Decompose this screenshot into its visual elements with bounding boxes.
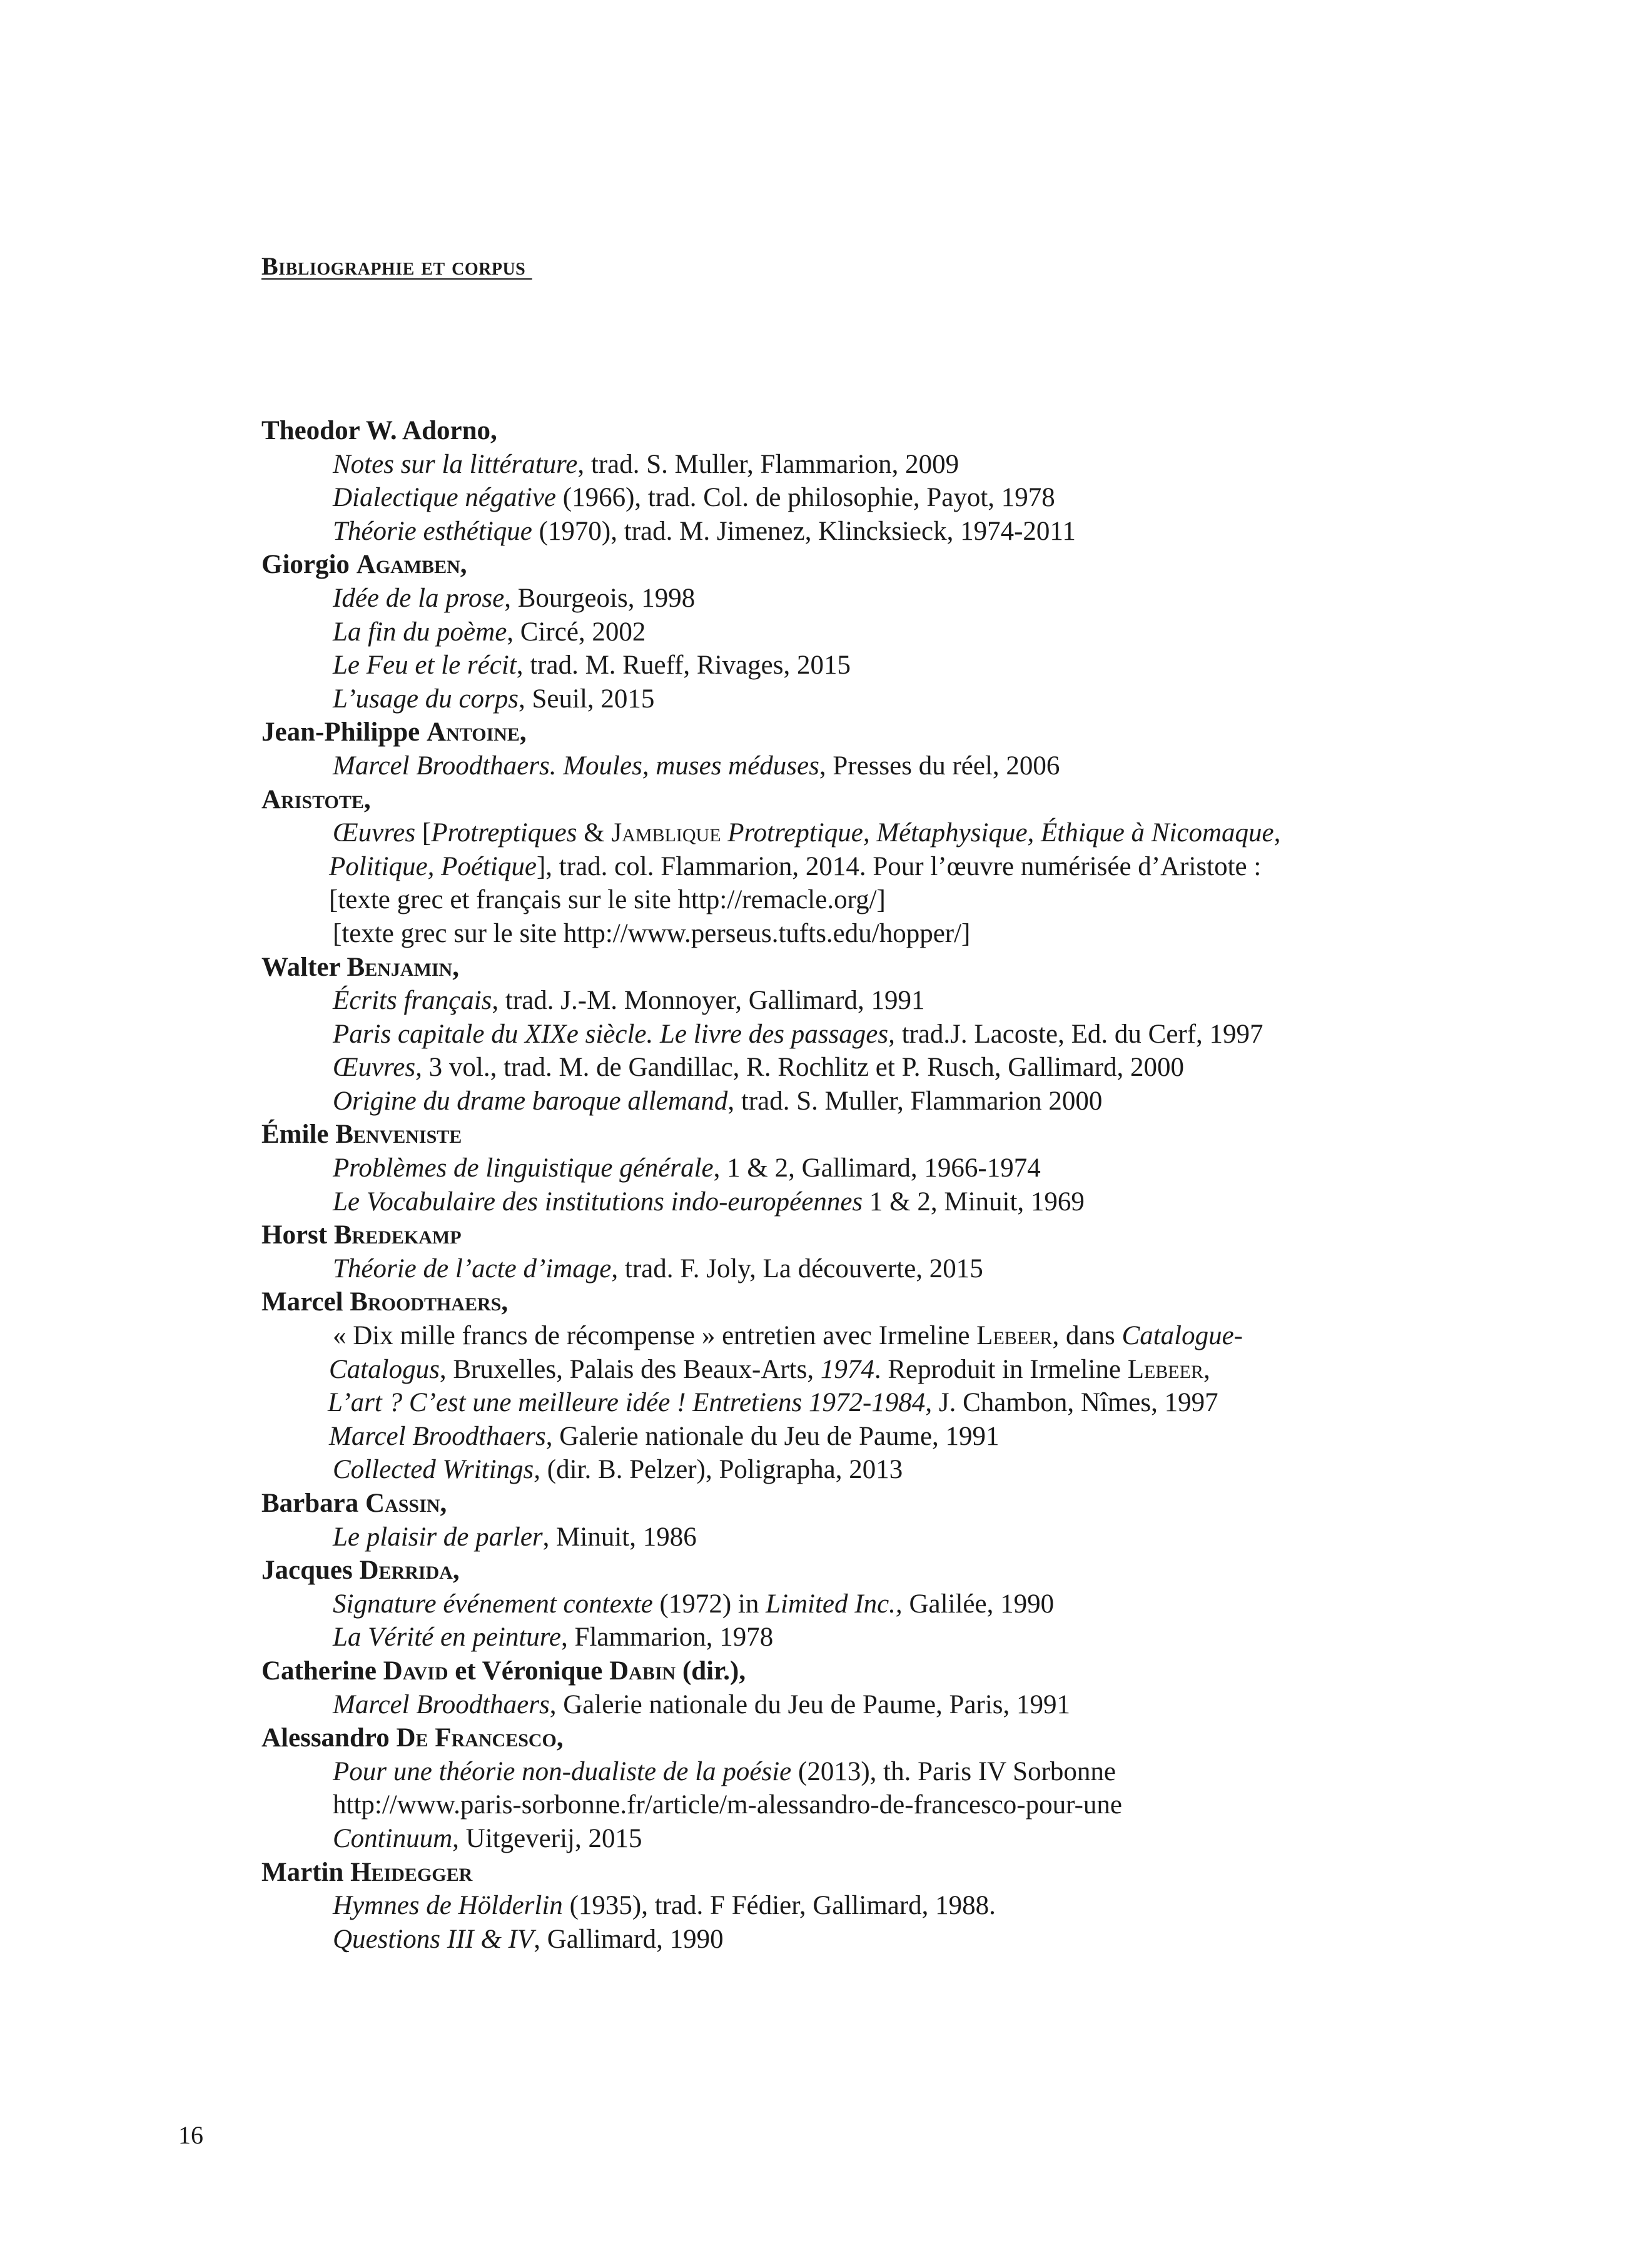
author-heidegger <box>261 1856 1387 1890</box>
work-title: Collected Writings, <box>333 1455 541 1485</box>
author-antoine <box>261 716 1387 749</box>
author-aristote <box>261 783 1387 817</box>
work-title: Marcel Broodthaers. Moules, muses méduses <box>333 751 819 781</box>
author-first-name: Émile <box>261 1120 336 1150</box>
work-details: [texte grec et français sur le site http://remacle.org/] <box>329 885 886 915</box>
work-title: La fin du poème <box>333 617 507 647</box>
author-name-inline: Lebeer <box>1127 1354 1203 1384</box>
work-details: [ <box>415 818 432 848</box>
work-title: Signature événement contexte <box>333 1589 653 1619</box>
author-agamben <box>261 548 1387 582</box>
work-details: , dans <box>1052 1321 1122 1351</box>
work-details: (2013), th. Paris IV Sorbonne <box>791 1756 1116 1786</box>
author-cassin <box>261 1487 1387 1521</box>
work-title: Œuvres <box>333 818 416 848</box>
work-title: Hymnes de Hölderlin <box>333 1891 563 1921</box>
author-last-name: David <box>383 1656 448 1686</box>
work-title: Le plaisir de parler <box>333 1522 543 1552</box>
work-details: , 1 & 2, Gallimard, 1966-1974 <box>713 1153 1041 1183</box>
work-title: Protreptique, Métaphysique, Éthique à Nicomaque, <box>721 818 1281 848</box>
work-item <box>261 749 1387 783</box>
work-item <box>261 1353 1387 1387</box>
work-details: , Bruxelles, Palais des Beaux-Arts, <box>439 1354 821 1384</box>
work-title: Marcel Broodthaers <box>333 1689 550 1719</box>
author-first-name: Jacques <box>261 1556 360 1586</box>
work-item <box>261 1453 1387 1487</box>
author-first-name: Catherine <box>261 1656 383 1686</box>
author-last-name: Derrida, <box>359 1556 460 1586</box>
work-item <box>261 1889 1387 1923</box>
author-first-name: Barbara <box>261 1489 366 1518</box>
author-de-francesco <box>261 1721 1387 1755</box>
work-title: Catalogue- <box>1121 1321 1243 1351</box>
work-item <box>261 682 1387 716</box>
work-details: (1966), trad. Col. de philosophie, Payot, 1978 <box>556 483 1055 513</box>
work-item <box>261 1386 1387 1420</box>
work-details: , trad. F. Joly, La découverte, 2015 <box>611 1253 983 1283</box>
work-item <box>261 1822 1387 1856</box>
author-joiner: et Véronique <box>448 1656 610 1686</box>
author-first-name: Marcel <box>261 1287 350 1317</box>
author-benveniste <box>261 1118 1387 1152</box>
work-item <box>261 582 1387 615</box>
work-details: , Flammarion, 1978 <box>561 1623 774 1653</box>
work-item <box>261 1587 1387 1621</box>
author-first-name: Horst <box>261 1220 334 1250</box>
author-first-name: Alessandro <box>261 1723 397 1753</box>
work-details: , trad. J.-M. Monnoyer, Gallimard, 1991 <box>492 986 925 1016</box>
work-item <box>261 481 1387 515</box>
work-title: Pour une théorie non-dualiste de la poésie <box>333 1756 792 1786</box>
author-last-name: Antoine, <box>427 717 527 747</box>
work-title: Le Vocabulaire des institutions indo-européennes <box>333 1187 863 1217</box>
work-title: L’art ? C’est une meilleure idée ! Entretiens 1972-1984 <box>328 1388 926 1418</box>
work-title: Limited Inc., <box>766 1589 903 1619</box>
work-item <box>261 1521 1387 1554</box>
author-last-name: Aristote, <box>261 784 371 814</box>
work-details: 3 vol., trad. M. de Gandillac, R. Rochlitz et P. Rusch, Gallimard, 2000 <box>422 1053 1185 1083</box>
work-details: , trad. S. Muller, Flammarion, 2009 <box>577 449 959 479</box>
work-title: Dialectique négative <box>333 483 556 513</box>
page-heading: Bibliographie et corpus <box>261 252 532 280</box>
work-item <box>261 515 1387 549</box>
author-last-name: De Francesco, <box>396 1723 564 1753</box>
work-title: L’usage du corps <box>333 684 519 714</box>
work-title: Catalogus <box>329 1354 440 1384</box>
author-role: (dir.), <box>676 1656 746 1686</box>
author-last-name: Benveniste <box>335 1120 462 1150</box>
author-name-inline: Lebeer <box>976 1321 1053 1351</box>
work-title: Questions III & IV <box>333 1924 534 1954</box>
work-details: (dir. B. Pelzer), Poligrapha, 2013 <box>540 1455 903 1485</box>
author-bredekamp <box>261 1218 1387 1252</box>
work-details: 1 & 2, Minuit, 1969 <box>863 1187 1085 1217</box>
work-details: , trad. M. Rueff, Rivages, 2015 <box>516 651 851 681</box>
work-details: trad.J. Lacoste, Ed. du Cerf, 1997 <box>894 1019 1263 1049</box>
work-details: , Galerie nationale du Jeu de Paume, 1991 <box>545 1421 1000 1451</box>
work-details: , Uitgeverij, 2015 <box>452 1823 642 1853</box>
work-item <box>261 1788 1387 1822</box>
work-title: La Vérité en peinture <box>333 1623 562 1653</box>
work-details: , Minuit, 1986 <box>542 1522 697 1552</box>
work-title: Théorie esthétique <box>333 516 532 546</box>
work-title: Politique, Poétique <box>329 851 537 881</box>
work-item <box>261 984 1387 1018</box>
author-last-name: Benjamin, <box>347 952 459 982</box>
work-item <box>261 1252 1387 1286</box>
work-item <box>261 816 1387 850</box>
work-details: , Galerie nationale du Jeu de Paume, Paris, 1991 <box>549 1689 1071 1719</box>
author-last-name: Broodthaers, <box>350 1287 509 1317</box>
work-details: & <box>577 818 612 848</box>
work-details: , Seuil, 2015 <box>519 684 655 714</box>
work-title: Théorie de l’acte d’image <box>333 1253 612 1283</box>
author-first-name: Walter <box>261 952 347 982</box>
work-item <box>261 1755 1387 1789</box>
work-url: http://www.paris-sorbonne.fr/article/m-alessandro-de-francesco-pour-une <box>333 1790 1122 1820</box>
work-title: Œuvres, <box>333 1053 422 1083</box>
author-benjamin <box>261 951 1387 985</box>
work-item <box>261 1185 1387 1219</box>
author-first-name: Theodor W. Adorno, <box>261 416 497 445</box>
work-title: Le Feu et le récit <box>333 651 517 681</box>
author-broodthaers <box>261 1285 1387 1319</box>
work-item <box>261 649 1387 682</box>
work-item <box>261 1152 1387 1185</box>
work-details: , trad. S. Muller, Flammarion 2000 <box>727 1086 1103 1116</box>
author-last-name: Heidegger <box>350 1857 473 1887</box>
bibliography-list <box>261 414 1387 1956</box>
work-title: Écrits français <box>333 986 492 1016</box>
author-first-name: Martin <box>261 1857 351 1887</box>
work-title: Problèmes de linguistique générale <box>333 1153 714 1183</box>
author-first-name: Jean-Philippe <box>261 717 427 747</box>
work-title: Notes sur la littérature <box>333 449 578 479</box>
work-item <box>261 448 1387 482</box>
work-item <box>261 1688 1387 1722</box>
author-last-name: Cassin, <box>365 1489 447 1518</box>
work-details: , J. Chambon, Nîmes, 1997 <box>925 1388 1218 1418</box>
work-item <box>261 883 1387 917</box>
work-details: . Reproduit in Irmeline <box>874 1354 1128 1384</box>
work-title: Paris capitale du XIXe siècle. Le livre des passages, <box>333 1019 895 1049</box>
work-details: , <box>1203 1354 1210 1384</box>
work-details: (1972) in <box>652 1589 766 1619</box>
work-item <box>261 1085 1387 1118</box>
work-item <box>261 850 1387 884</box>
work-item <box>261 615 1387 649</box>
work-details: , Presses du réel, 2006 <box>819 751 1060 781</box>
work-item <box>261 1420 1387 1454</box>
work-details: [texte grec sur le site http://www.perseus.tufts.edu/hopper/] <box>333 918 971 948</box>
work-details: , Gallimard, 1990 <box>534 1924 724 1954</box>
work-details: (1970), trad. M. Jimenez, Klincksieck, 1974-2011 <box>532 516 1076 546</box>
work-item <box>261 917 1387 951</box>
work-details: (1935), trad. F Fédier, Gallimard, 1988. <box>562 1891 996 1921</box>
work-item <box>261 1319 1387 1353</box>
work-details: ], trad. col. Flammarion, 2014. Pour l’œuvre numérisée d’Aristote : <box>536 851 1262 881</box>
work-title: Origine du drame baroque allemand <box>333 1086 728 1116</box>
work-details: , Circé, 2002 <box>507 617 646 647</box>
page-number: 16 <box>178 2121 203 2149</box>
author-last-name: Dabin <box>609 1656 676 1686</box>
work-title: Continuum <box>333 1823 453 1853</box>
work-title: Idée de la prose <box>333 583 505 613</box>
author-derrida <box>261 1554 1387 1587</box>
work-details: Galilée, 1990 <box>902 1589 1055 1619</box>
work-item <box>261 1621 1387 1654</box>
work-title: Marcel Broodthaers <box>329 1421 546 1451</box>
author-first-name: Giorgio <box>261 550 357 580</box>
work-year: 1974 <box>820 1354 874 1384</box>
work-item <box>261 1051 1387 1085</box>
work-details: « Dix mille francs de récompense » entretien avec Irmeline <box>333 1321 977 1351</box>
author-last-name: Agamben, <box>356 550 467 580</box>
author-adorno <box>261 414 1387 448</box>
work-item <box>261 1018 1387 1051</box>
author-david-dabin <box>261 1654 1387 1688</box>
work-details: , Bourgeois, 1998 <box>504 583 696 613</box>
work-item <box>261 1923 1387 1957</box>
author-last-name: Bredekamp <box>333 1220 462 1250</box>
work-title: Protreptiques <box>431 818 577 848</box>
author-name-inline: Jamblique <box>611 818 721 848</box>
